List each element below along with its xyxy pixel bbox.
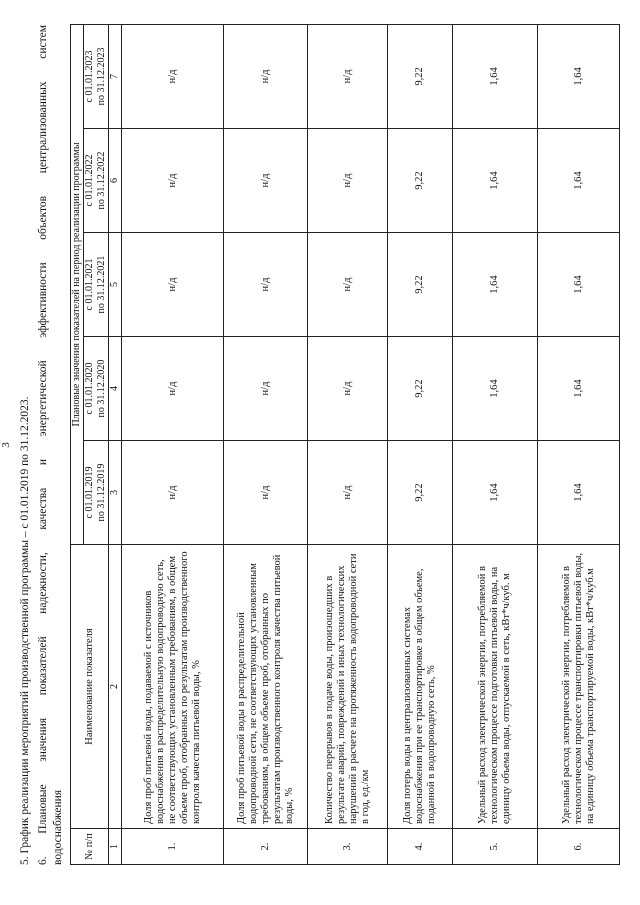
row-value: н/д [308,441,388,545]
row-value: 9,22 [388,233,453,337]
row-name: Доля проб питьевой воды, подаваемой с источников водоснабжения в распределительную водопроводную сеть, не соответствующих установленным требованиям, в общем объеме проб, отобранных по результатам производственного контроля качества питьевой воды, % [122,545,224,829]
row-value: 1,64 [538,233,620,337]
table-row [224,24,308,864]
row-value: н/д [122,129,224,233]
row-value: 1,64 [538,129,620,233]
row-num: 6. [538,829,620,865]
row-value: 9,22 [388,441,453,545]
row-value: н/д [122,233,224,337]
indicators-table [70,24,620,865]
col-number: 3 [109,441,122,545]
row-value: н/д [308,233,388,337]
row-value: 9,22 [388,129,453,233]
table-row [538,24,620,864]
period-to: по 31.12.2022 [96,151,107,210]
row-value: 1,64 [538,337,620,441]
col-number: 7 [109,24,122,128]
row-num: 4. [388,829,453,865]
period-from: с 01.01.2020 [84,362,95,415]
row-num: 3. [308,829,388,865]
period-to: по 31.12.2023 [96,47,107,106]
row-value: 9,22 [388,337,453,441]
header-period [84,129,109,233]
row-value: 1,64 [538,24,620,128]
row-value: н/д [224,129,308,233]
row-value: н/д [308,337,388,441]
row-value: н/д [122,24,224,128]
row-value: 1,64 [453,233,538,337]
header-period [84,233,109,337]
row-name: Удельный расход электрической энергии, потребляемой в технологическом процессе подготовки питьевой воды, на единицу объема воды, отпускаемой в сеть, кВт*ч/куб. м [453,545,538,829]
col-number: 4 [109,337,122,441]
col-number: 1 [109,829,122,865]
table-row [308,24,388,864]
header-period [84,24,109,128]
table-row [388,24,453,864]
row-name: Удельный расход электрической энергии, потребляемой в технологическом процессе транспортировки питьевой воды, на единицу объема транспортируемой воды, кВт*ч/куб.м [538,545,620,829]
row-num: 5. [453,829,538,865]
period-from: с 01.01.2022 [84,154,95,207]
row-value: н/д [308,24,388,128]
period-from: с 01.01.2019 [84,466,95,519]
row-value: н/д [224,24,308,128]
header-row-group [71,24,84,864]
header-name: Наименование показателя [71,545,109,829]
row-value: 1,64 [453,337,538,441]
row-num: 1. [122,829,224,865]
col-number: 6 [109,129,122,233]
header-period [84,337,109,441]
row-value: н/д [122,441,224,545]
table-row [453,24,538,864]
row-value: 1,64 [453,24,538,128]
heading-section-6: 6. Плановые значения показателей надежности, качества и энергетической эффективности объектов централизованных систем [37,25,49,865]
row-name: Количество перерывов в подаче воды, произошедших в результате аварий, повреждений и иных технологических нарушений в расчете на протяженность водопроводной сети в год, ед./км [308,545,388,829]
header-num: № п/п [71,829,109,865]
period-from: с 01.01.2023 [84,50,95,103]
heading-section-5: 5. График реализации мероприятий производственной программы – с 01.01.2019 по 31.12.2023. [19,396,31,865]
row-value: 1,64 [538,441,620,545]
heading-section-6-continued: водоснабжения [52,789,64,865]
header-period [84,441,109,545]
row-value: н/д [224,441,308,545]
row-num: 2. [224,829,308,865]
period-to: по 31.12.2020 [96,359,107,418]
row-value: 1,64 [453,441,538,545]
header-plan-group: Плановые значения показателей на период реализации программы [71,24,84,544]
row-name: Доля проб питьевой воды в распределительной водопроводной сети, не соответствующих установленным требованиям, в общем объеме проб, отобранных по результатам производственного контроля качества питьевой воды, % [224,545,308,829]
col-number: 2 [109,545,122,829]
row-value: н/д [308,129,388,233]
row-value: 9,22 [388,24,453,128]
row-value: н/д [224,337,308,441]
page-number: 3 [0,442,12,448]
table-row [122,24,224,864]
period-from: с 01.01.2021 [84,258,95,311]
row-value: н/д [224,233,308,337]
row-value: 1,64 [453,129,538,233]
period-to: по 31.12.2019 [96,463,107,522]
row-value: н/д [122,337,224,441]
rotated-page [0,5,620,885]
row-name: Доля потерь воды в централизованных системах водоснабжения при ее транспортировке в общем объеме, поданной в водопроводную сеть, % [388,545,453,829]
col-number: 5 [109,233,122,337]
period-to: по 31.12.2021 [96,255,107,314]
column-number-row [109,24,122,864]
